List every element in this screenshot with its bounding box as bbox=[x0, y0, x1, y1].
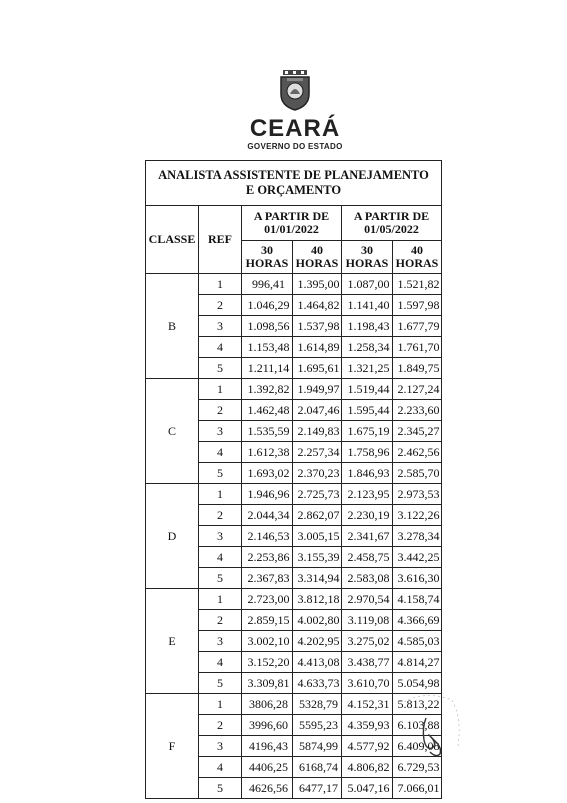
brand-subtitle: GOVERNO DO ESTADO bbox=[247, 142, 343, 151]
salary-value-cell: 6.729,53 bbox=[393, 757, 442, 778]
salary-value-cell: 3.314,94 bbox=[293, 568, 342, 589]
salary-value-cell: 4.158,74 bbox=[393, 589, 442, 610]
salary-value-cell: 5874,99 bbox=[293, 736, 342, 757]
col-header-classe: CLASSE bbox=[146, 206, 199, 274]
salary-value-cell: 4.366,69 bbox=[393, 610, 442, 631]
salary-value-cell: 1.535,59 bbox=[242, 421, 293, 442]
salary-value-cell: 4.633,73 bbox=[293, 673, 342, 694]
ref-cell: 4 bbox=[199, 337, 242, 358]
salary-value-cell: 3.155,39 bbox=[293, 547, 342, 568]
salary-value-cell: 4.585,03 bbox=[393, 631, 442, 652]
salary-value-cell: 3.438,77 bbox=[342, 652, 393, 673]
ref-cell: 1 bbox=[199, 694, 242, 715]
signature-initials bbox=[396, 688, 466, 778]
brand-name: CEARÁ bbox=[249, 115, 341, 142]
salary-value-cell: 4196,43 bbox=[242, 736, 293, 757]
salary-value-cell: 4.152,31 bbox=[342, 694, 393, 715]
salary-value-cell: 1.321,25 bbox=[342, 358, 393, 379]
salary-value-cell: 3.002,10 bbox=[242, 631, 293, 652]
col-header-40h-p2: 40 HORAS bbox=[393, 241, 442, 274]
ref-cell: 2 bbox=[199, 505, 242, 526]
salary-value-cell: 3.812,18 bbox=[293, 589, 342, 610]
salary-value-cell: 2.341,67 bbox=[342, 526, 393, 547]
salary-value-cell: 6168,74 bbox=[293, 757, 342, 778]
ref-cell: 5 bbox=[199, 568, 242, 589]
ref-cell: 3 bbox=[199, 316, 242, 337]
salary-value-cell: 4.413,08 bbox=[293, 652, 342, 673]
ref-cell: 4 bbox=[199, 442, 242, 463]
salary-value-cell: 2.725,73 bbox=[293, 484, 342, 505]
classe-cell: B bbox=[146, 274, 199, 379]
salary-value-cell: 2.127,24 bbox=[393, 379, 442, 400]
salary-value-cell: 1.761,70 bbox=[393, 337, 442, 358]
ref-cell: 1 bbox=[199, 589, 242, 610]
salary-value-cell: 1.462,48 bbox=[242, 400, 293, 421]
salary-value-cell: 1.141,40 bbox=[342, 295, 393, 316]
salary-value-cell: 1.846,93 bbox=[342, 463, 393, 484]
salary-value-cell: 2.458,75 bbox=[342, 547, 393, 568]
salary-value-cell: 3.122,26 bbox=[393, 505, 442, 526]
col-header-ref: REF bbox=[199, 206, 242, 274]
salary-value-cell: 1.849,75 bbox=[393, 358, 442, 379]
salary-value-cell: 3.152,20 bbox=[242, 652, 293, 673]
salary-value-cell: 1.098,56 bbox=[242, 316, 293, 337]
salary-value-cell: 3.442,25 bbox=[393, 547, 442, 568]
salary-value-cell: 1.464,82 bbox=[293, 295, 342, 316]
salary-value-cell: 2.149,83 bbox=[293, 421, 342, 442]
salary-value-cell: 2.230,19 bbox=[342, 505, 393, 526]
salary-value-cell: 1.521,82 bbox=[393, 274, 442, 295]
salary-value-cell: 2.862,07 bbox=[293, 505, 342, 526]
salary-value-cell: 3996,60 bbox=[242, 715, 293, 736]
salary-value-cell: 2.462,56 bbox=[393, 442, 442, 463]
table-row bbox=[146, 484, 442, 505]
col-header-period-1: A PARTIR DE 01/01/2022 bbox=[242, 206, 342, 241]
salary-value-cell: 2.047,46 bbox=[293, 400, 342, 421]
salary-value-cell: 5328,79 bbox=[293, 694, 342, 715]
salary-value-cell: 1.614,89 bbox=[293, 337, 342, 358]
salary-value-cell: 5.047,16 bbox=[342, 778, 393, 799]
ref-cell: 1 bbox=[199, 274, 242, 295]
salary-value-cell: 1.612,38 bbox=[242, 442, 293, 463]
ref-cell: 5 bbox=[199, 673, 242, 694]
salary-value-cell: 4.806,82 bbox=[342, 757, 393, 778]
salary-value-cell: 1.519,44 bbox=[342, 379, 393, 400]
salary-value-cell: 3.610,70 bbox=[342, 673, 393, 694]
salary-value-cell: 1.949,97 bbox=[293, 379, 342, 400]
ref-cell: 5 bbox=[199, 778, 242, 799]
salary-value-cell: 1.675,19 bbox=[342, 421, 393, 442]
salary-value-cell: 2.233,60 bbox=[393, 400, 442, 421]
salary-value-cell: 2.973,53 bbox=[393, 484, 442, 505]
salary-value-cell: 3806,28 bbox=[242, 694, 293, 715]
salary-value-cell: 1.211,14 bbox=[242, 358, 293, 379]
salary-value-cell: 7.066,01 bbox=[393, 778, 442, 799]
salary-value-cell: 2.257,34 bbox=[293, 442, 342, 463]
salary-value-cell: 1.046,29 bbox=[242, 295, 293, 316]
salary-value-cell: 6477,17 bbox=[293, 778, 342, 799]
state-crest-icon bbox=[275, 68, 315, 112]
ref-cell: 2 bbox=[199, 400, 242, 421]
classe-cell: F bbox=[146, 694, 199, 799]
salary-value-cell: 2.345,27 bbox=[393, 421, 442, 442]
ref-cell: 4 bbox=[199, 757, 242, 778]
salary-value-cell: 3.616,30 bbox=[393, 568, 442, 589]
ref-cell: 3 bbox=[199, 526, 242, 547]
salary-value-cell: 1.695,61 bbox=[293, 358, 342, 379]
salary-value-cell: 1.677,79 bbox=[393, 316, 442, 337]
ref-cell: 5 bbox=[199, 463, 242, 484]
salary-value-cell: 2.723,00 bbox=[242, 589, 293, 610]
col-header-30h-p1: 30 HORAS bbox=[242, 241, 293, 274]
ref-cell: 1 bbox=[199, 484, 242, 505]
salary-value-cell: 1.946,96 bbox=[242, 484, 293, 505]
salary-value-cell: 2.253,86 bbox=[242, 547, 293, 568]
salary-value-cell: 2.585,70 bbox=[393, 463, 442, 484]
salary-value-cell: 1.198,43 bbox=[342, 316, 393, 337]
ref-cell: 1 bbox=[199, 379, 242, 400]
logo bbox=[240, 68, 350, 152]
salary-value-cell: 6.409,08 bbox=[393, 736, 442, 757]
ref-cell: 2 bbox=[199, 295, 242, 316]
salary-value-cell: 4406,25 bbox=[242, 757, 293, 778]
salary-value-cell: 996,41 bbox=[242, 274, 293, 295]
salary-value-cell: 3.309,81 bbox=[242, 673, 293, 694]
salary-value-cell: 3.278,34 bbox=[393, 526, 442, 547]
salary-value-cell: 5.054,98 bbox=[393, 673, 442, 694]
salary-value-cell: 1.392,82 bbox=[242, 379, 293, 400]
ref-cell: 2 bbox=[199, 610, 242, 631]
salary-value-cell: 2.970,54 bbox=[342, 589, 393, 610]
col-header-30h-p2: 30 HORAS bbox=[342, 241, 393, 274]
col-header-period-2: A PARTIR DE 01/05/2022 bbox=[342, 206, 442, 241]
salary-value-cell: 1.087,00 bbox=[342, 274, 393, 295]
ref-cell: 3 bbox=[199, 421, 242, 442]
salary-value-cell: 2.859,15 bbox=[242, 610, 293, 631]
salary-value-cell: 2.044,34 bbox=[242, 505, 293, 526]
ref-cell: 4 bbox=[199, 652, 242, 673]
ref-cell: 4 bbox=[199, 547, 242, 568]
salary-value-cell: 1.258,34 bbox=[342, 337, 393, 358]
table-row bbox=[146, 274, 442, 295]
salary-value-cell: 2.146,53 bbox=[242, 526, 293, 547]
salary-value-cell: 1.537,98 bbox=[293, 316, 342, 337]
salary-value-cell: 2.583,08 bbox=[342, 568, 393, 589]
salary-value-cell: 2.123,95 bbox=[342, 484, 393, 505]
classe-cell: C bbox=[146, 379, 199, 484]
salary-value-cell: 3.005,15 bbox=[293, 526, 342, 547]
salary-value-cell: 4.002,80 bbox=[293, 610, 342, 631]
salary-value-cell: 1.153,48 bbox=[242, 337, 293, 358]
salary-value-cell: 1.758,96 bbox=[342, 442, 393, 463]
salary-value-cell: 3.275,02 bbox=[342, 631, 393, 652]
salary-value-cell: 1.693,02 bbox=[242, 463, 293, 484]
salary-value-cell: 4626,56 bbox=[242, 778, 293, 799]
ref-cell: 2 bbox=[199, 715, 242, 736]
salary-value-cell: 5595,23 bbox=[293, 715, 342, 736]
table-title: ANALISTA ASSISTENTE DE PLANEJAMENTO E ORÇAMENTO bbox=[146, 161, 442, 206]
col-header-40h-p1: 40 HORAS bbox=[293, 241, 342, 274]
salary-value-cell: 1.597,98 bbox=[393, 295, 442, 316]
salary-value-cell: 3.119,08 bbox=[342, 610, 393, 631]
salary-value-cell: 6.103,88 bbox=[393, 715, 442, 736]
ref-cell: 3 bbox=[199, 736, 242, 757]
ref-cell: 3 bbox=[199, 631, 242, 652]
salary-value-cell: 4.577,92 bbox=[342, 736, 393, 757]
salary-value-cell: 1.595,44 bbox=[342, 400, 393, 421]
classe-cell: D bbox=[146, 484, 199, 589]
salary-value-cell: 4.359,93 bbox=[342, 715, 393, 736]
salary-value-cell: 4.814,27 bbox=[393, 652, 442, 673]
classe-cell: E bbox=[146, 589, 199, 694]
salary-value-cell: 1.395,00 bbox=[293, 274, 342, 295]
salary-value-cell: 2.370,23 bbox=[293, 463, 342, 484]
salary-value-cell: 2.367,83 bbox=[242, 568, 293, 589]
table-row bbox=[146, 589, 442, 610]
ref-cell: 5 bbox=[199, 358, 242, 379]
salary-value-cell: 5.813,22 bbox=[393, 694, 442, 715]
table-row bbox=[146, 379, 442, 400]
salary-value-cell: 4.202,95 bbox=[293, 631, 342, 652]
